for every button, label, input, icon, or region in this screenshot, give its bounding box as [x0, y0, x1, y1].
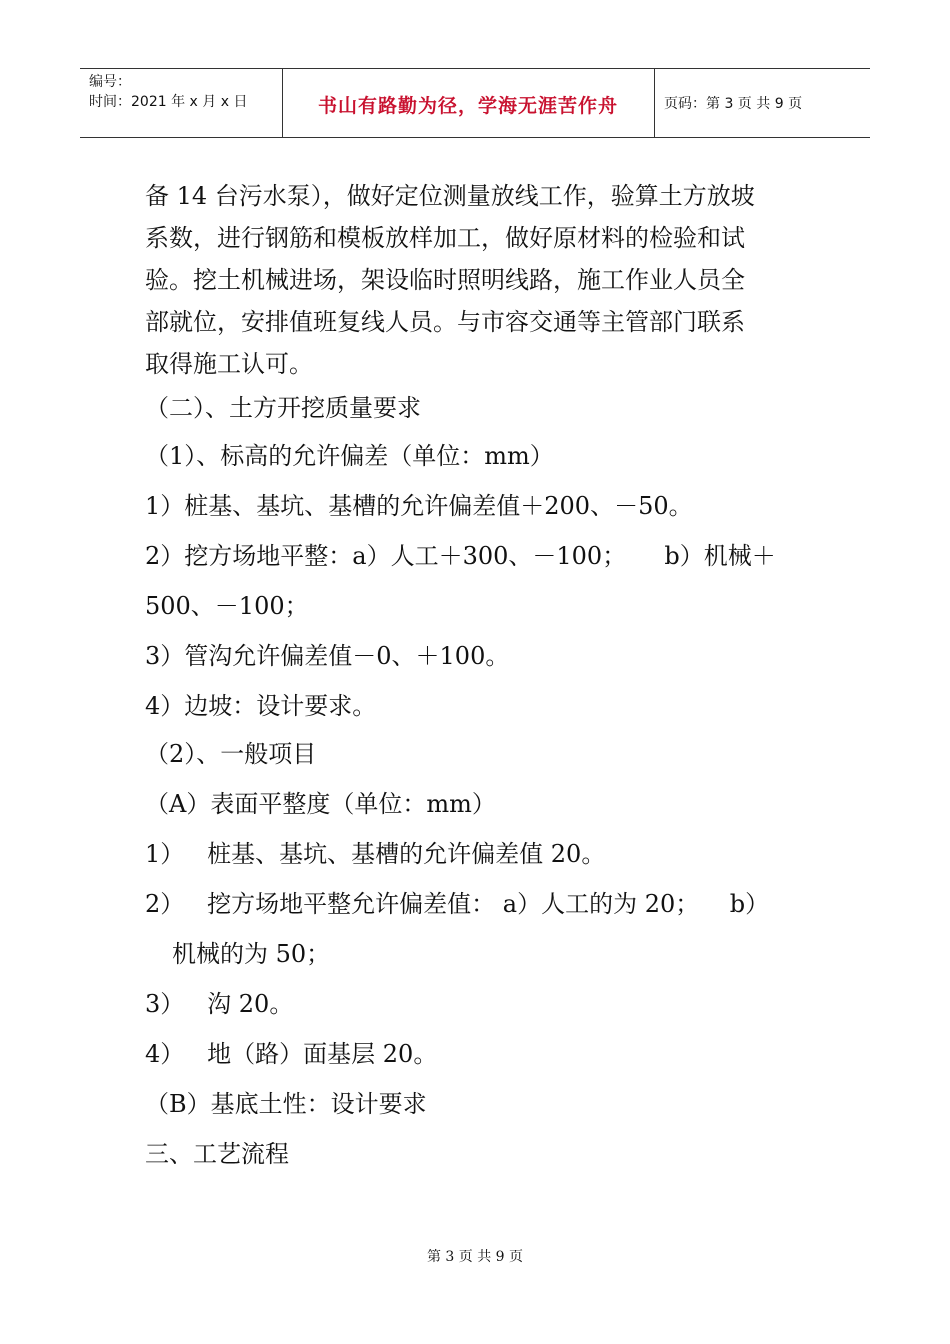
section-heading: （二）、土方开挖质量要求	[145, 394, 421, 422]
subsection-heading: （A）表面平整度（单位：mm）	[145, 790, 496, 818]
list-item: 2） 挖方场地平整允许偏差值： a）人工的为 20； b）	[145, 890, 770, 918]
header-divider	[654, 69, 655, 137]
header-meta	[89, 72, 247, 112]
list-item: 4）边坡：设计要求。	[145, 692, 377, 720]
list-item: 4） 地（路）面基层 20。	[145, 1040, 438, 1068]
list-item: 2）挖方场地平整：a）人工＋300、－100； b）机械＋	[145, 542, 776, 570]
paragraph-line: 系数，进行钢筋和模板放样加工，做好原材料的检验和试	[145, 224, 745, 252]
paragraph-line: 备 14 台污水泵），做好定位测量放线工作，验算土方放坡	[145, 182, 755, 210]
list-item: 3） 沟 20。	[145, 990, 294, 1018]
section-heading: 三、工艺流程	[145, 1140, 289, 1168]
paragraph-line: 部就位，安排值班复线人员。与市容交通等主管部门联系	[145, 308, 745, 336]
subsection-heading: （2）、一般项目	[145, 740, 317, 768]
list-item: 3）管沟允许偏差值－0、＋100。	[145, 642, 510, 670]
paragraph-line: 取得施工认可。	[145, 350, 313, 378]
page-footer: 第 3 页 共 9 页	[426, 1249, 524, 1265]
subsection-heading: （B）基底土性：设计要求	[145, 1090, 427, 1118]
header-motto: 书山有路勤为径，学海无涯苦作舟	[317, 95, 618, 117]
header-page-info: 页码：第 3 页 共 9 页	[664, 96, 803, 112]
subsection-heading: （1）、标高的允许偏差（单位：mm）	[145, 442, 554, 470]
page-header	[80, 68, 870, 138]
list-item: 1） 桩基、基坑、基槽的允许偏差值 20。	[145, 840, 606, 868]
list-item-continued: 机械的为 50；	[172, 940, 331, 968]
list-item-continued: 500、－100；	[145, 592, 309, 620]
header-date: 时间：2021 年 x 月 x 日	[89, 94, 248, 110]
header-number: 编号：	[89, 74, 131, 90]
paragraph-line: 验。挖土机械进场，架设临时照明线路，施工作业人员全	[145, 266, 745, 294]
list-item: 1）桩基、基坑、基槽的允许偏差值＋200、－50。	[145, 492, 693, 520]
